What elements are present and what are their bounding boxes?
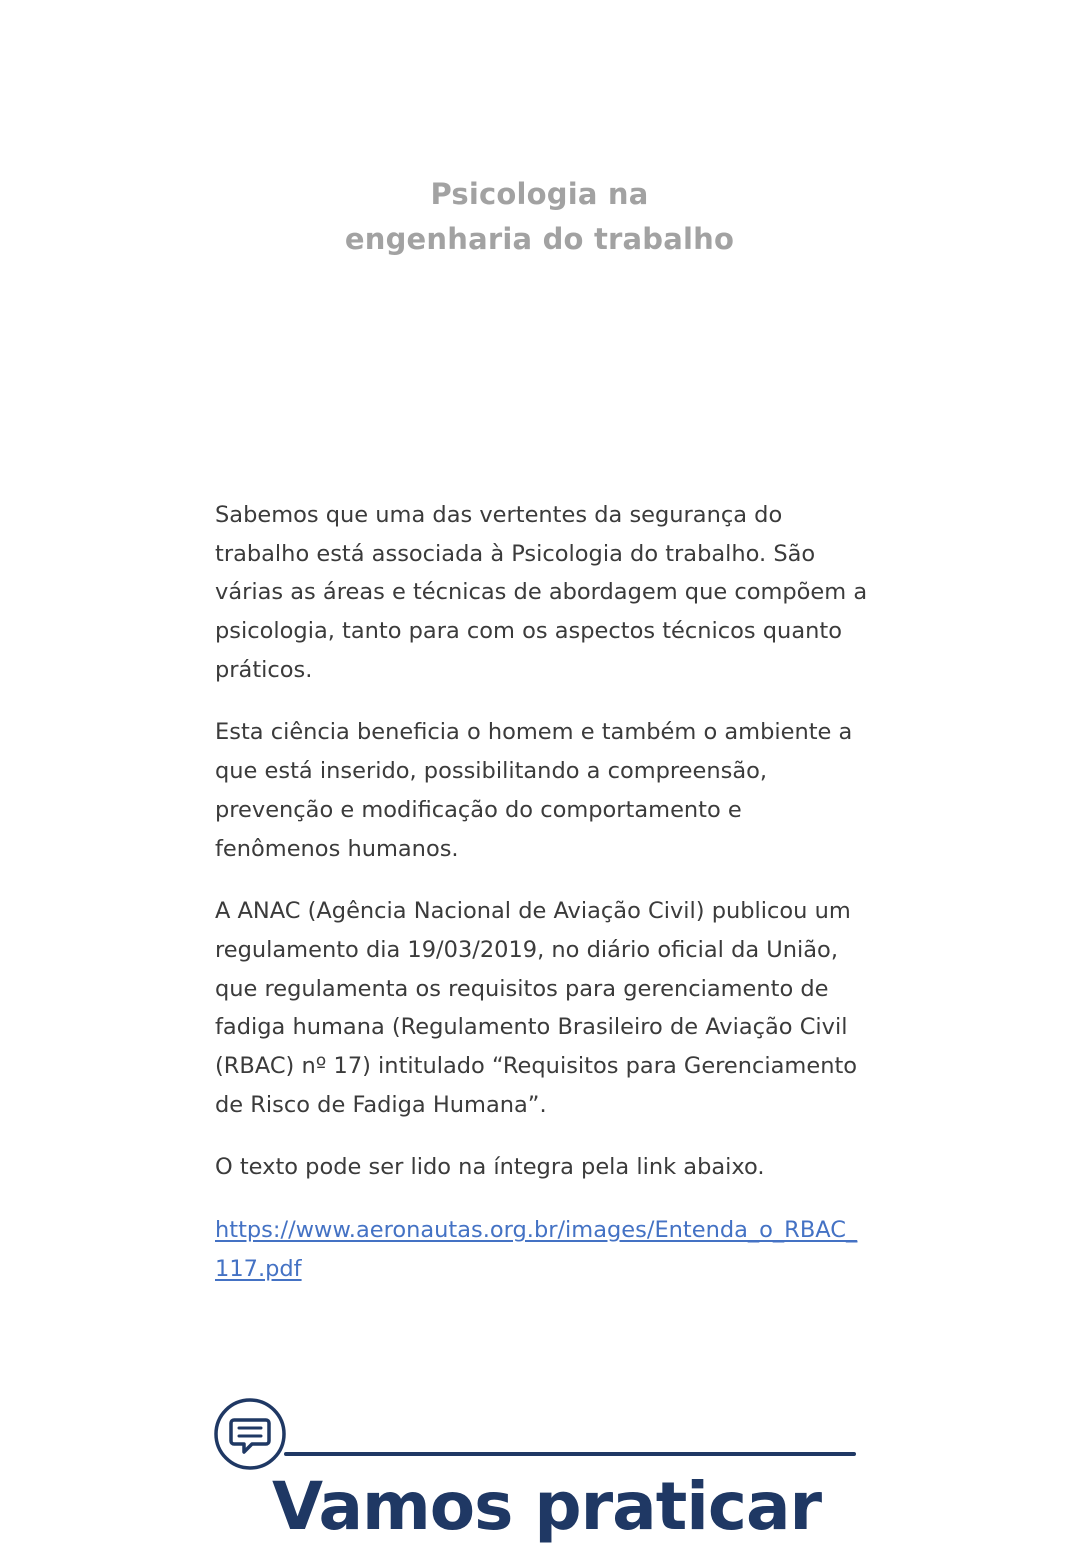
speech-bubble-icon (212, 1396, 288, 1472)
paragraph: A ANAC (Agência Nacional de Aviação Civil) publicou um regulamento dia 19/03/2019, no diário oficial da União, que regulamenta os requisitos para gerenciamento de fadiga humana (Regulamento Brasileiro de Aviação Civil (RBAC) nº 17) intitulado “Requisitos para Gerenciamento de Risco de Fadiga Humana”. (215, 898, 858, 1118)
page-title-line-1: Psicologia na (430, 177, 649, 211)
body-text (215, 496, 870, 1312)
paragraph: O texto pode ser lido na íntegra pela link abaixo. (215, 1154, 765, 1181)
paragraph: Sabemos que uma das vertentes da segurança do trabalho está associada à Psicologia do trabalho. São várias as áreas e técnicas de abordagem que compõem a psicologia, tanto para com os aspectos técnicos quanto práticos. (215, 502, 868, 683)
banner-divider (284, 1452, 856, 1456)
page-title-line-2: engenharia do trabalho (344, 221, 735, 256)
link-paragraph (215, 1211, 870, 1288)
section-banner (0, 1390, 1079, 1552)
pdf-link[interactable]: https://www.aeronautas.org.br/images/Entenda_o_RBAC_117.pdf (215, 1217, 858, 1282)
paragraph: Esta ciência beneficia o homem e também o ambiente a que está inserido, possibilitando a compreensão, prevenção e modificação do comportamento e fenômenos humanos. (215, 719, 853, 862)
page-title (0, 172, 1079, 262)
banner-title: Vamos praticar (272, 1468, 822, 1545)
